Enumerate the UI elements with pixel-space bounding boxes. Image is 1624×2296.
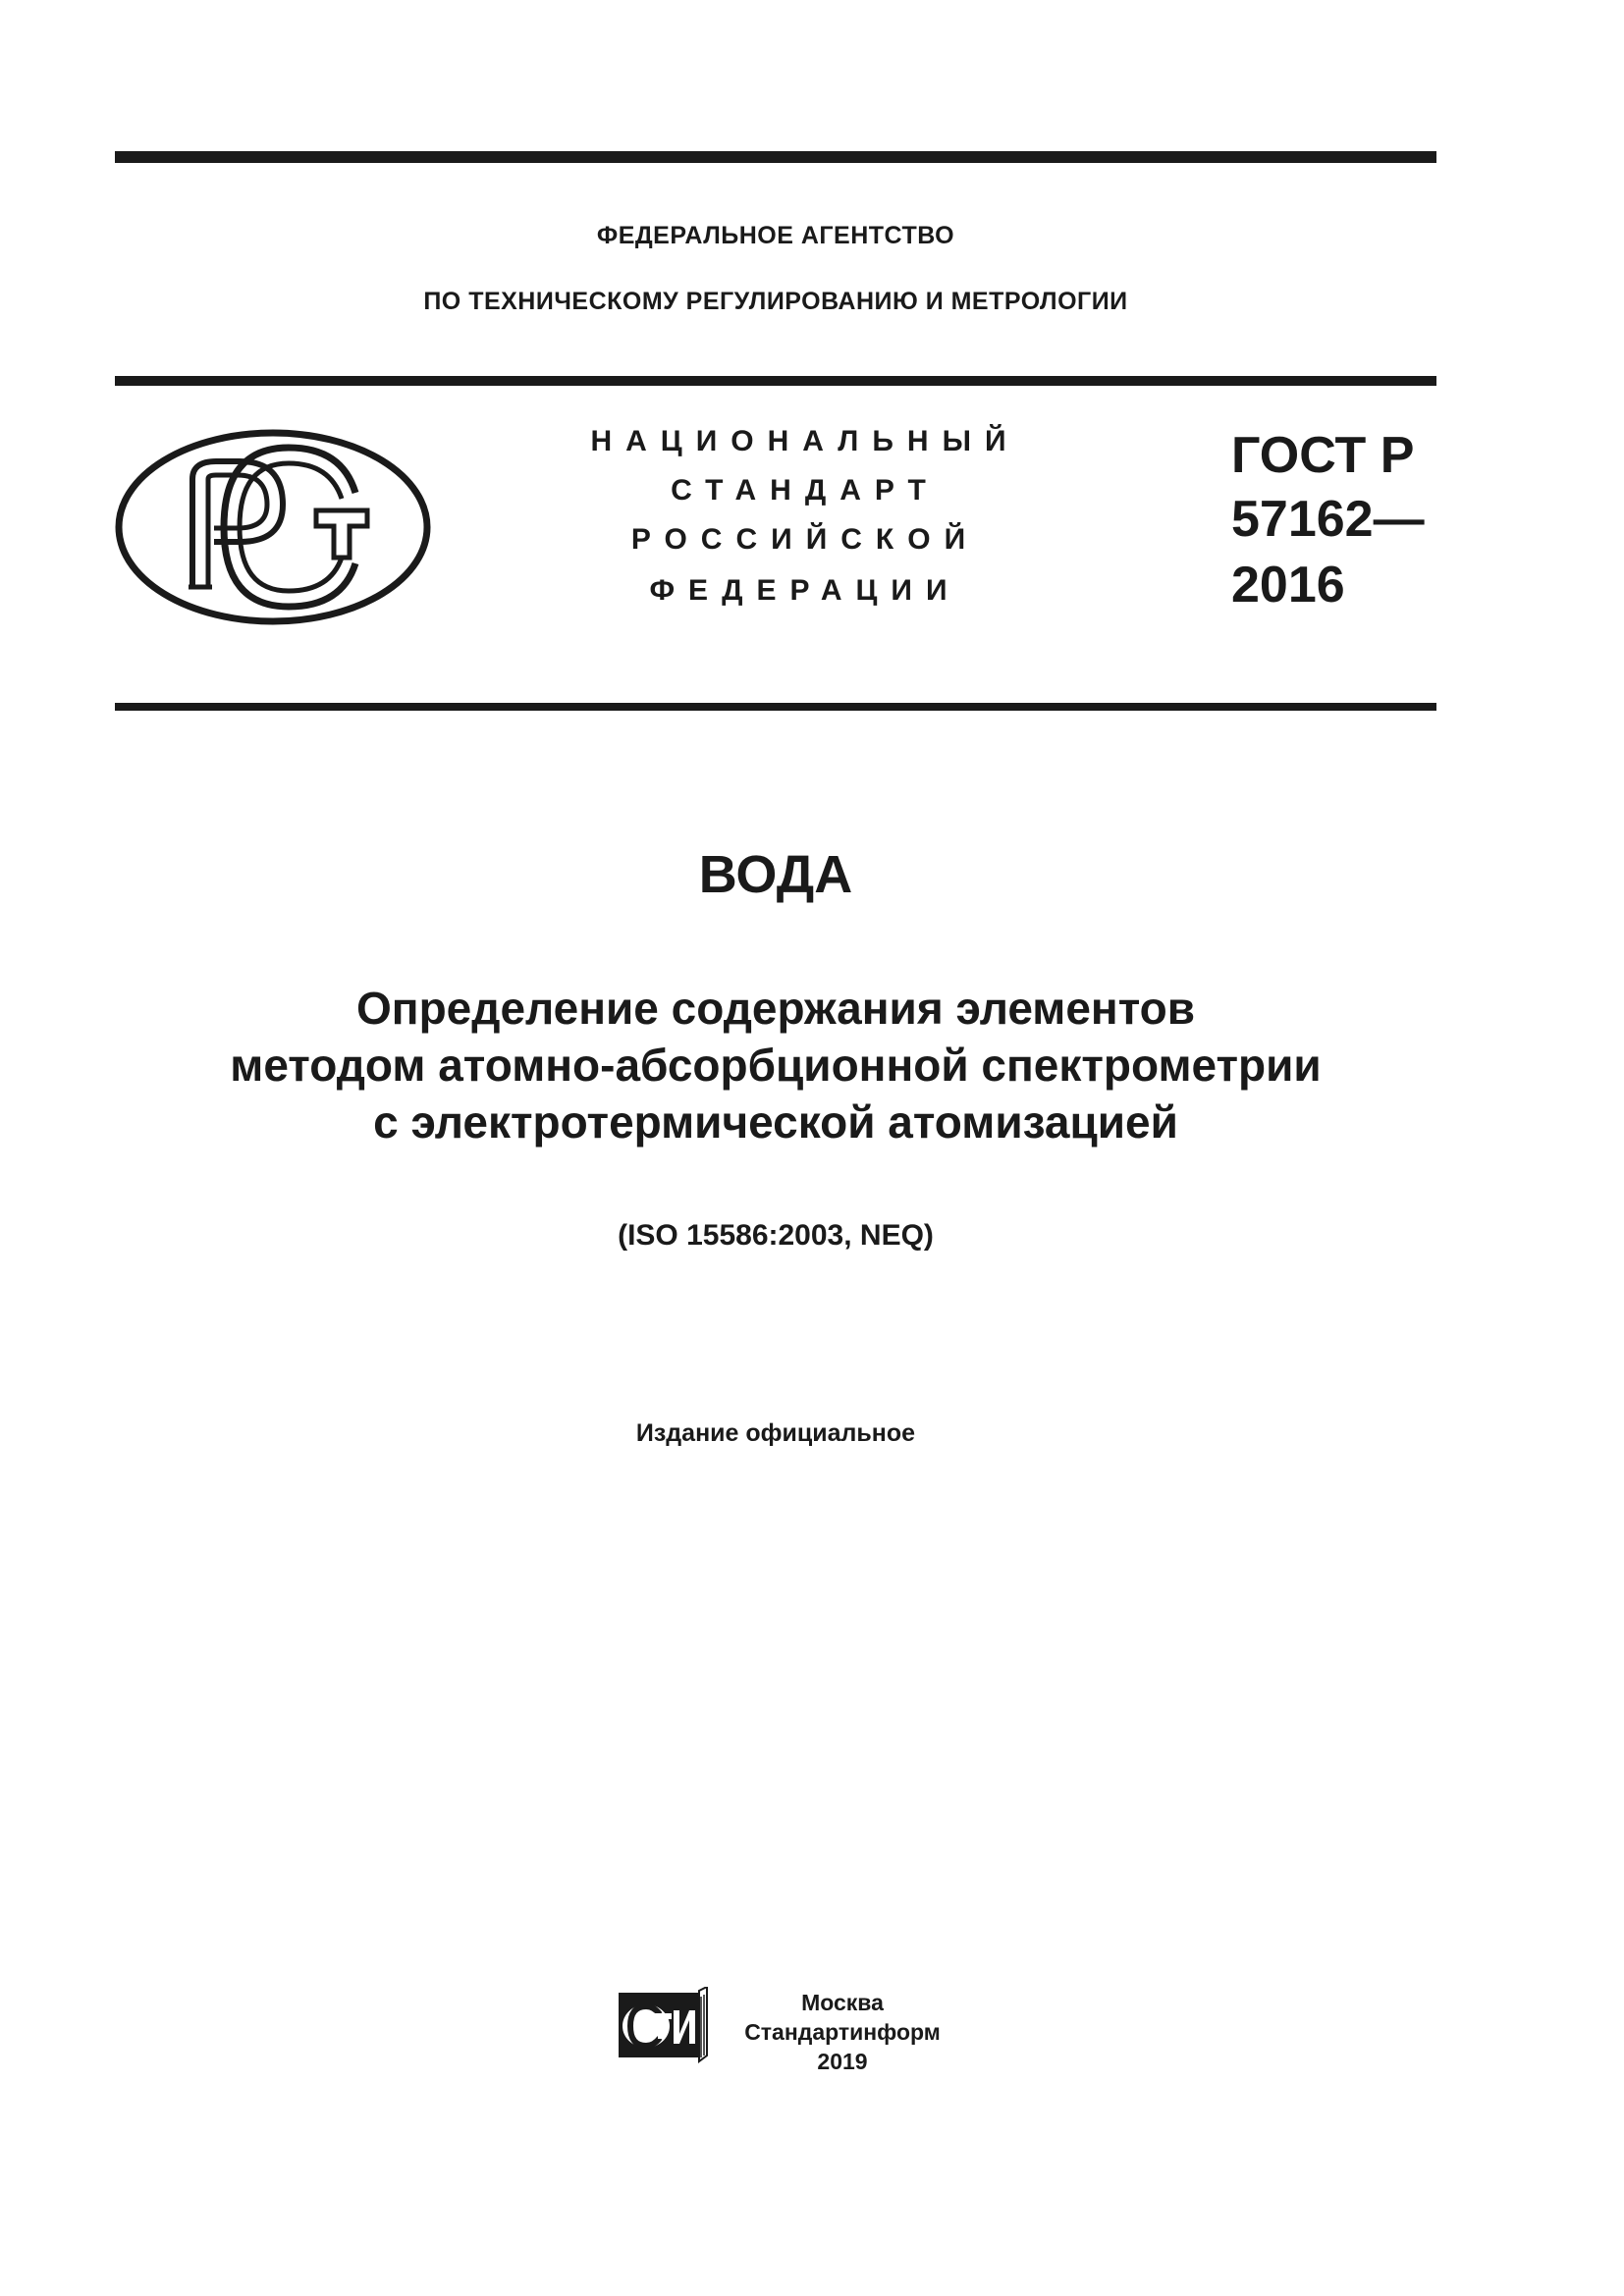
national-standard-line-4: ФЕДЕРАЦИИ [649,574,961,607]
document-title: ВОДА [698,845,853,904]
document-subtitle-line-3: с электротермической атомизацией [373,1096,1178,1148]
bottom-rule [115,703,1436,711]
national-standard-line-3: РОССИЙСКОЙ [630,523,980,556]
standartinform-logo-icon [617,1987,709,2065]
national-standard-line-2: СТАНДАРТ [671,474,940,507]
publisher-city: Москва [801,1990,884,2015]
publisher-name: Стандартинформ [744,2019,941,2045]
iso-reference: (ISO 15586:2003, NEQ) [618,1219,934,1252]
top-rule [115,151,1436,163]
rst-certification-mark-icon [114,428,432,626]
document-subtitle-line-1: Определение содержания элементов [356,983,1195,1034]
standard-designation-line-1: ГОСТ Р [1231,427,1415,484]
standard-designation-line-3: 2016 [1231,557,1345,614]
agency-name-line-2: ПО ТЕХНИЧЕСКОМУ РЕГУЛИРОВАНИЮ И МЕТРОЛОГИИ [423,288,1128,315]
standard-designation-line-2: 57162— [1231,491,1425,548]
publication-year: 2019 [817,2049,868,2074]
document-subtitle-line-2: методом атомно-абсорбционной спектрометрии [230,1040,1322,1091]
middle-rule [115,376,1436,386]
edition-note: Издание официальное [635,1419,916,1447]
national-standard-line-1: НАЦИОНАЛЬНЫЙ [590,425,1020,457]
agency-name-line-1: ФЕДЕРАЛЬНОЕ АГЕНТСТВО [596,222,955,249]
